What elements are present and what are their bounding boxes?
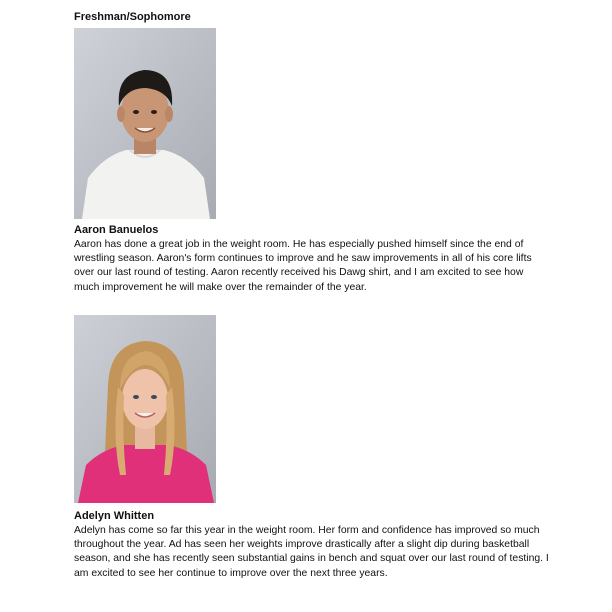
section-heading: Freshman/Sophomore: [74, 11, 191, 23]
athlete-photo-adelyn: [74, 315, 216, 503]
athlete-bio: Aaron has done a great job in the weight room. He has especially pushed himself since the end of wrestling season. Aaron's form continues to improve and he saw improvements in all of his core lifts over our last round of testing. Aaron recently received his Dawg shirt, and I am excited to see how much improvement he will make over the remainder of the year.: [74, 239, 532, 293]
athlete-name: Aaron Banuelos: [74, 224, 159, 236]
athlete-photo-aaron: [74, 28, 216, 219]
athlete-bio: Adelyn has come so far this year in the weight room. Her form and confidence has improved so much throughout the year. Ad has seen her weights improve drastically after a slight dip during basketball season, and she has recently seen substantial gains in bench and squat over our last round of testing. I am excited to see her continue to improve over the next three years.: [74, 525, 549, 579]
athlete-name: Adelyn Whitten: [74, 510, 155, 522]
